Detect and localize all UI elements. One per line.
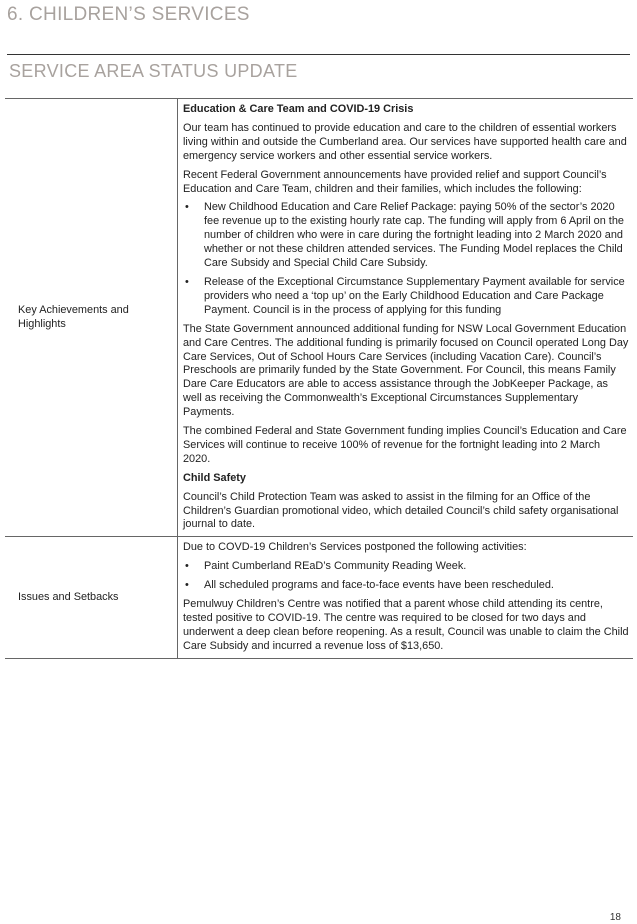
page-number: 18 xyxy=(609,912,621,923)
status-table xyxy=(5,98,633,659)
row-content-achievements xyxy=(178,99,634,537)
list-item xyxy=(183,560,629,574)
paragraph: The State Government announced additional funding for NSW Local Government Education and Care Centres. The additional funding is primarily focused on Council operated Long Day Care Services, Out of School Hours Care Services (including Vacation Care). Council’s Preschools are primarily funded by the State Government. For Council, this means Family Dare Care Educators are able to access assistance through the JobKeeper Package, as well as receiving the Commonwealth’s Exceptional Circumstances Supplementary Payments. xyxy=(183,322,629,419)
list-item-text: New Childhood Education and Care Relief Package: paying 50% of the sector’s 2020 fee revenue up to the existing hourly rate cap. The funding will apply from 6 April on the number of children who were in care during the fortnight leading into 2 March 2020 and whether or not these children attended services. The Funding Model replaces the Child Care Subsidy and Special Child Care Subsidy. xyxy=(204,201,624,270)
list-item xyxy=(183,201,629,271)
list-item-text: Paint Cumberland REaD’s Community Reading Week. xyxy=(204,560,467,573)
paragraph: Our team has continued to provide education and care to the children of essential workers living within and outside the Cumberland area. Our services have supported health care and emergency service workers and other essential service workers. xyxy=(183,121,627,162)
list-item xyxy=(183,276,629,318)
subheading-education-care: Education & Care Team and COVID-19 Crisis xyxy=(183,103,414,115)
table-row-achievements xyxy=(5,99,633,537)
list-item xyxy=(183,579,629,593)
row-label-issues: Issues and Setbacks xyxy=(5,537,178,658)
bullet-icon: • xyxy=(185,560,189,573)
bullet-list xyxy=(183,560,629,593)
paragraph: Council’s Child Protection Team was asked to assist in the filming for an Office of the Children’s Guardian promotional video, which detailed Council’s child safety organisational journal to date. xyxy=(183,490,619,531)
bullet-list xyxy=(183,201,629,317)
table-row-issues xyxy=(5,537,633,658)
list-item-text: All scheduled programs and face-to-face events have been rescheduled. xyxy=(204,579,554,592)
row-content-issues xyxy=(178,537,634,658)
bullet-icon: • xyxy=(185,579,189,592)
bullet-icon: • xyxy=(185,275,189,288)
page-title: 6. CHILDREN’S SERVICES xyxy=(7,4,250,25)
paragraph: The combined Federal and State Government funding implies Council’s Education and Care Services will continue to receive 100% of revenue for the fortnight leading into 2 March 2020. xyxy=(183,425,627,465)
section-title: SERVICE AREA STATUS UPDATE xyxy=(9,61,298,81)
row-label-achievements: Key Achievements and Highlights xyxy=(5,99,178,537)
bullet-icon: • xyxy=(185,201,189,214)
subheading-child-safety: Child Safety xyxy=(183,471,246,484)
paragraph: Pemulwuy Children’s Centre was notified that a parent whose child attending its centre, tested positive to COVID-19. The centre was required to be closed for two days and underwent a deep clean before reopening. As a result, Council was unable to claim the Child Care Subsidy and incurred a revenue loss of $13,650. xyxy=(183,598,629,652)
paragraph: Recent Federal Government announcements have provided relief and support Council’s Education and Care Team, children and their families, which includes the following: xyxy=(183,168,607,195)
list-item-text: Release of the Exceptional Circumstance Supplementary Payment available for service providers who need a ‘top up’ on the Early Childhood Education and Care Package Payment. Council is in the process of applying for this funding xyxy=(204,275,625,316)
title-divider xyxy=(7,54,630,55)
paragraph: Due to COVD-19 Children’s Services postponed the following activities: xyxy=(183,541,527,554)
